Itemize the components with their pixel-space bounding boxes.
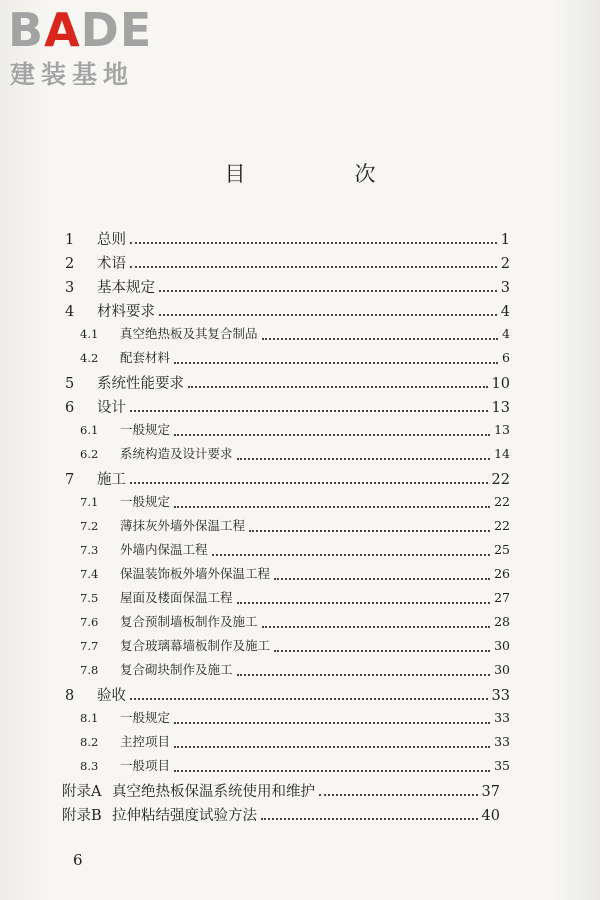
toc-dot-leader	[130, 266, 497, 268]
toc-entry-page: 1	[500, 232, 510, 248]
toc-entry[interactable]	[80, 492, 510, 514]
toc-dot-leader	[130, 698, 488, 700]
toc-entry-number: 8.1	[80, 711, 99, 725]
toc-entry[interactable]	[80, 756, 510, 778]
toc-entry[interactable]	[80, 636, 510, 658]
toc-entry[interactable]	[62, 780, 500, 802]
toc-entry-page: 3	[500, 280, 510, 296]
toc-entry-page: 26	[494, 566, 510, 581]
toc-entry[interactable]	[80, 420, 510, 442]
toc-entry-page: 33	[494, 710, 510, 725]
toc-entry-title: 复合玻璃幕墙板制作及施工	[120, 638, 271, 653]
toc-entry[interactable]	[65, 276, 510, 298]
toc-entry-page: 13	[491, 400, 510, 416]
toc-dot-leader	[274, 650, 490, 652]
toc-entry-number: 7.6	[80, 615, 99, 629]
toc-entry-title: 保温装饰板外墙外保温工程	[120, 566, 271, 581]
toc-entry-title: 验收	[97, 688, 126, 704]
toc-entry[interactable]	[80, 660, 510, 682]
toc-entry-title: 材料要求	[97, 304, 155, 320]
toc-entry-title: 主控项目	[120, 734, 171, 749]
toc-entry-number: 附录B	[62, 808, 102, 824]
toc-entry-number: 7.3	[80, 543, 99, 557]
toc-entry[interactable]	[65, 396, 510, 418]
toc-entry[interactable]	[65, 684, 510, 706]
toc-entry[interactable]	[80, 708, 510, 730]
toc-entry-title: 系统性能要求	[97, 376, 184, 392]
toc-entry-number: 2	[65, 256, 75, 272]
toc-dot-leader	[249, 530, 490, 532]
toc-entry-page: 27	[494, 590, 510, 605]
toc-entry-page: 14	[494, 446, 510, 461]
toc-dot-leader	[261, 818, 478, 820]
toc-dot-leader	[188, 386, 488, 388]
watermark-cjk: 建装基地	[10, 60, 135, 89]
toc-dot-leader	[262, 338, 499, 340]
toc-entry[interactable]	[65, 372, 510, 394]
toc-entry[interactable]	[80, 564, 510, 586]
toc-entry[interactable]	[80, 444, 510, 466]
toc-entry[interactable]	[80, 732, 510, 754]
toc-entry-number: 7.5	[80, 591, 99, 605]
toc-dot-leader	[237, 458, 491, 460]
toc-entry-page: 28	[494, 614, 510, 629]
toc-entry-number: 7.8	[80, 663, 99, 677]
toc-entry[interactable]	[80, 540, 510, 562]
toc-dot-leader	[159, 314, 497, 316]
toc-entry-number: 4.1	[80, 327, 99, 341]
toc-entry-title: 配套材料	[120, 350, 171, 365]
toc-entry-title: 一般规定	[120, 494, 171, 509]
toc-entry-page: 37	[481, 784, 500, 800]
toc-entry-number: 7.7	[80, 639, 99, 653]
toc-dot-leader	[174, 722, 490, 724]
toc-entry-title: 复合砌块制作及施工	[120, 662, 233, 677]
toc-entry-number: 7.4	[80, 567, 99, 581]
toc-entry-number: 6.1	[80, 423, 99, 437]
toc-entry-page: 25	[494, 542, 510, 557]
toc-dot-leader	[130, 482, 488, 484]
toc-entry-title: 设计	[97, 400, 126, 416]
toc-dot-leader	[174, 362, 498, 364]
toc-entry-number: 5	[65, 376, 75, 392]
toc-entry-number: 8.2	[80, 735, 99, 749]
toc-dot-leader	[174, 770, 490, 772]
toc-entry-number: 7.2	[80, 519, 99, 533]
toc-entry-page: 35	[494, 758, 510, 773]
toc-entry-page: 22	[494, 518, 510, 533]
toc-dot-leader	[174, 506, 490, 508]
toc-entry-number: 7.1	[80, 495, 99, 509]
toc-entry-title: 一般规定	[120, 422, 171, 437]
toc-entry-title: 屋面及楼面保温工程	[120, 590, 233, 605]
toc-entry-number: 3	[65, 280, 75, 296]
toc-entry-page: 6	[502, 350, 510, 365]
toc-entry-page: 40	[481, 808, 500, 824]
page-number: 6	[73, 851, 83, 869]
toc-dot-leader	[212, 554, 491, 556]
toc-dot-leader	[237, 602, 491, 604]
toc-entry-title: 一般规定	[120, 710, 171, 725]
toc-entry-number: 7	[65, 472, 75, 488]
toc-entry-number: 4.2	[80, 351, 99, 365]
toc-entry-page: 13	[494, 422, 510, 437]
toc-entry[interactable]	[65, 468, 510, 490]
toc-entry-number: 1	[65, 232, 75, 248]
toc-dot-leader	[159, 290, 497, 292]
toc-entry[interactable]	[80, 612, 510, 634]
toc-dot-leader	[319, 794, 478, 796]
toc-entry-page: 33	[491, 688, 510, 704]
watermark-latin: BADE	[8, 3, 153, 57]
page-title: 目 次	[224, 162, 420, 186]
toc-entry-title: 复合预制墙板制作及施工	[120, 614, 258, 629]
toc-entry-number: 6.2	[80, 447, 99, 461]
toc-entry-title: 系统构造及设计要求	[120, 446, 233, 461]
toc-dot-leader	[274, 578, 490, 580]
toc-entry-page: 22	[494, 494, 510, 509]
toc-entry-title: 薄抹灰外墙外保温工程	[120, 518, 246, 533]
toc-entry-number: 8.3	[80, 759, 99, 773]
toc-dot-leader	[130, 242, 497, 244]
toc-entry-title: 基本规定	[97, 280, 155, 296]
toc-entry-title: 总则	[97, 232, 126, 248]
toc-entry[interactable]	[80, 588, 510, 610]
toc-entry-page: 10	[491, 376, 510, 392]
toc-entry-page: 22	[491, 472, 510, 488]
toc-dot-leader	[174, 746, 490, 748]
toc-entry-title: 真空绝热板保温系统使用和维护	[112, 784, 315, 800]
toc-entry-page: 30	[494, 638, 510, 653]
toc-entry-page: 30	[494, 662, 510, 677]
toc-entry-number: 附录A	[62, 784, 102, 800]
toc-entry[interactable]	[80, 348, 510, 370]
toc-dot-leader	[174, 434, 490, 436]
toc-entry-title: 施工	[97, 472, 126, 488]
toc-entry-title: 外墙内保温工程	[120, 542, 208, 557]
toc-entry[interactable]	[65, 228, 510, 250]
watermark-logo	[8, 4, 178, 94]
toc-entry-page: 4	[502, 326, 510, 341]
toc-entry-page: 4	[500, 304, 510, 320]
toc-entry-number: 4	[65, 304, 75, 320]
toc-entry[interactable]	[65, 252, 510, 274]
toc-entry-page: 2	[500, 256, 510, 272]
toc-dot-leader	[262, 626, 491, 628]
toc-entry[interactable]	[80, 516, 510, 538]
toc-entry-title: 术语	[97, 256, 126, 272]
toc-entry[interactable]	[62, 804, 500, 826]
toc-dot-leader	[130, 410, 488, 412]
toc-entry-title: 拉伸粘结强度试验方法	[112, 808, 257, 824]
toc-entry-number: 6	[65, 400, 75, 416]
toc-entry-title: 一般项目	[120, 758, 171, 773]
toc-entry-number: 8	[65, 688, 75, 704]
toc-entry[interactable]	[80, 324, 510, 346]
toc-dot-leader	[237, 674, 491, 676]
toc-entry-title: 真空绝热板及其复合制品	[120, 326, 258, 341]
toc-entry[interactable]	[65, 300, 510, 322]
toc-entry-page: 33	[494, 734, 510, 749]
